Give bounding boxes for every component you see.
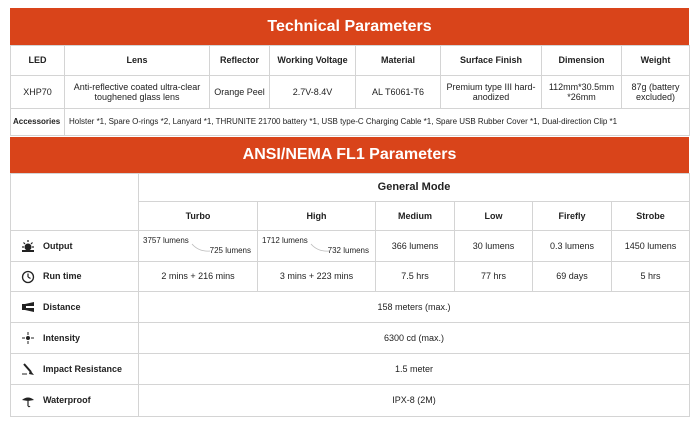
waterproof-value: IPX-8 (2M) — [139, 385, 690, 417]
technical-parameters-banner — [10, 8, 689, 45]
impact-value: 1.5 meter — [139, 354, 690, 385]
header-reflector: Reflector — [210, 46, 270, 76]
distance-label: Distance — [43, 301, 81, 312]
distance-row — [11, 292, 690, 323]
runtime-strobe: 5 hrs — [612, 262, 690, 292]
decline-curve-icon — [191, 243, 211, 253]
waterproof-label-cell — [11, 385, 139, 417]
value-weight: 87g (battery excluded) — [622, 76, 690, 109]
runtime-turbo: 2 mins + 216 mins — [139, 262, 258, 292]
impact-icon — [21, 362, 35, 376]
impact-label: Impact Resistance — [43, 363, 123, 374]
runtime-low: 77 hrs — [455, 262, 533, 292]
clock-runtime-icon — [21, 270, 35, 284]
mode-firefly: Firefly — [533, 202, 612, 231]
accessories-value: Holster *1, Spare O-rings *2, Lanyard *1, THRUNITE 21700 battery *1, USB type-C Charging Cable *1, Spare USB Rubber Cover *1, Dual-direction Clip *1 — [65, 109, 690, 136]
technical-parameters-title: Technical Parameters — [267, 17, 432, 35]
output-turbo — [139, 231, 258, 262]
intensity-value: 6300 cd (max.) — [139, 323, 690, 354]
technical-value-row — [11, 76, 690, 109]
blank-corner — [11, 174, 139, 231]
header-dimension: Dimension — [542, 46, 622, 76]
waterproof-icon — [21, 394, 35, 408]
ansi-title: ANSI/NEMA FL1 Parameters — [242, 146, 457, 163]
distance-label-cell — [11, 292, 139, 323]
output-turbo-sustained: 725 lumens — [209, 245, 251, 255]
output-high-sustained: 732 lumens — [327, 245, 369, 255]
mode-turbo: Turbo — [139, 202, 258, 231]
output-high — [258, 231, 376, 262]
runtime-label: Run time — [43, 271, 82, 282]
intensity-label-cell — [11, 323, 139, 354]
value-led: XHP70 — [11, 76, 65, 109]
value-surface-finish: Premium type III hard-anodized — [441, 76, 542, 109]
beam-distance-icon — [21, 300, 35, 314]
technical-table — [10, 45, 690, 136]
runtime-high: 3 mins + 223 mins — [258, 262, 376, 292]
output-label-cell — [11, 231, 139, 262]
output-firefly: 0.3 lumens — [533, 231, 612, 262]
header-lens: Lens — [65, 46, 210, 76]
mode-strobe: Strobe — [612, 202, 690, 231]
general-mode-row — [11, 174, 690, 202]
output-label: Output — [43, 240, 73, 251]
output-strobe: 1450 lumens — [612, 231, 690, 262]
intensity-label: Intensity — [43, 332, 81, 343]
output-low: 30 lumens — [455, 231, 533, 262]
header-material: Material — [356, 46, 441, 76]
header-led: LED — [11, 46, 65, 76]
value-material: AL T6061-T6 — [356, 76, 441, 109]
value-reflector: Orange Peel — [210, 76, 270, 109]
impact-label-cell — [11, 354, 139, 385]
header-surface-finish: Surface Finish — [441, 46, 542, 76]
mode-low: Low — [455, 202, 533, 231]
waterproof-row — [11, 385, 690, 417]
mode-medium: Medium — [376, 202, 455, 231]
distance-value: 158 meters (max.) — [139, 292, 690, 323]
output-medium: 366 lumens — [376, 231, 455, 262]
output-high-initial: 1712 lumens — [262, 236, 308, 245]
output-turbo-initial: 3757 lumens — [143, 236, 189, 245]
header-weight: Weight — [622, 46, 690, 76]
runtime-medium: 7.5 hrs — [376, 262, 455, 292]
technical-header-row — [11, 46, 690, 76]
runtime-label-cell — [11, 262, 139, 292]
accessories-row — [11, 109, 690, 136]
sun-output-icon — [21, 239, 35, 253]
intensity-icon — [21, 331, 35, 345]
general-mode-title: General Mode — [139, 174, 690, 202]
value-lens: Anti-reflective coated ultra-clear toughened glass lens — [65, 76, 210, 109]
header-working-voltage: Working Voltage — [270, 46, 356, 76]
waterproof-label: Waterproof — [43, 395, 91, 406]
mode-high: High — [258, 202, 376, 231]
intensity-row — [11, 323, 690, 354]
runtime-row — [11, 262, 690, 292]
value-working-voltage: 2.7V-8.4V — [270, 76, 356, 109]
accessories-label: Accessories — [11, 109, 65, 136]
ansi-table — [10, 173, 690, 417]
ansi-banner — [10, 137, 689, 173]
impact-row — [11, 354, 690, 385]
output-row — [11, 231, 690, 262]
runtime-firefly: 69 days — [533, 262, 612, 292]
value-dimension: 112mm*30.5mm *26mm — [542, 76, 622, 109]
